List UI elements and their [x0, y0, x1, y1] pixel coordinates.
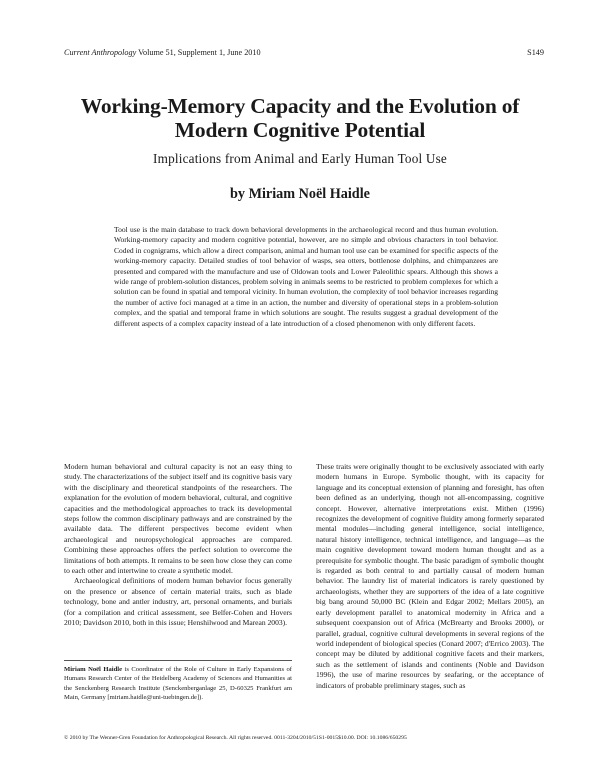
page-number: S149: [527, 48, 544, 57]
author-footnote: [64, 665, 292, 703]
footnote-text: is Coordinator of the Role of Culture in Early Expansions of Humans Research Center of the Heidelberg Academy of Sciences and Humanities at the Senckenberg Research Institute (Senckenberganlage 25, D-60325 Frankfurt am Main, Germany [miriam.haidle@uni-tuebingen.de]).: [64, 666, 292, 702]
article-subtitle: Implications from Animal and Early Human Tool Use: [153, 151, 447, 166]
footnote-author-name: Miriam Noël Haidle: [64, 666, 123, 673]
body-paragraph: Archaeological definitions of modern human behavior focus generally on the presence or absence of certain material traits, such as blade technology, bone and antler industry, art, personal ornaments, and burials (for a compilation and critical assessment, see Belfer-Cohen and Hovers 2010; Davidson 2010, both in this issue; Henshilwood and Marean 2003).: [64, 576, 292, 628]
copyright-line: © 2010 by The Wenner-Gren Foundation for Anthropological Research. All rights reserved. 0011-3204/2010/51S1-0015$10.00. DOI: 10.1086/650295: [64, 735, 407, 741]
abstract: Tool use is the main database to track down behavioral developments in the archaeological record and thus human evolution. Working-memory capacity and modern cognitive potential, however, are no simple and obvious characters in tool behavior. Coded in cognigrams, which allow a direct comparison, animal and human tool use can be examined for specific aspects of the working-memory capacity. Detailed studies of tool behavior of wasps, sea otters, bottlenose dolphins, and chimpanzees are presented and compared with the manufacture and use of Oldowan tools and Lower Paleolithic spears. Although this shows a wide range of problem-solution distances, problem solving in animals seems to be restricted to problem complexes for which a solution can be found in spatial and temporal vicinity. In human evolution, the complexity of tool behavior increases regarding the number of active foci managed at a time in an action, the number and diversity of operational steps in a problem-solution complex, and the spatial and temporal frame in which solutions are sought. The results suggest a gradual development of the different aspects of a complex capacity instead of a late introduction of a closed phenomenon with only different facets.: [114, 225, 498, 328]
article-title: Working-Memory Capacity and the Evolution of Modern Cognitive Potential: [80, 94, 520, 142]
body-paragraph: Modern human behavioral and cultural capacity is not an easy thing to study. The characterizations of the subject itself and its cognitive basis vary with the disciplinary and theoretical standpoints of the researchers. The explanation for the evolution of modern behavioral, cultural, and cognitive capacities and the methodological approaches to track its developmental steps follow the common disciplinary pathways and are constrained by the available data. The different perspectives become evident when archaeological and neuropsychological approaches are compared. Combining these approaches offers the perfect solution to overcome the limitations of both attempts. It remains to be seen how close they can come to each other and intertwine to create a synthetic model.: [64, 462, 292, 576]
running-head-citation: [64, 48, 261, 57]
footnote-divider: [64, 660, 292, 661]
issue-info: Volume 51, Supplement 1, June 2010: [138, 48, 261, 57]
body-paragraph: These traits were originally thought to be exclusively associated with early modern humans in Europe. Symbolic thought, with its capacity for language and its conceptual extension of planning and foresight, has often been defined as an underlying, though not all-encompassing, cognitive concept. However, alternative interpretations exist. Mithen (1996) recognizes the development of cognitive fluidity among formerly separated mental modules—including general intelligence, social intelligence, natural history intelligence, technical intelligence, and language—as the main cognitive development toward modern human thought and as a prerequisite for symbolic thought. The basic paradigm of symbolic thought is regarded as both central to and partially causal of modern human behavior. The laundry list of material indicators is rarely questioned by archaeologists, whether they are supporters of the idea of a late cognitive big bang around 50,000 BC (Klein and Edgar 2002; Mellars 2005), an early development parallel to anatomical modernity in Africa and a subsequent coexpansion out of Africa (McBrearty and Brooks 2000), or parallel, gradual, cognitive cultural developments in several regions of the world independent of biological species (Conard 2007; d'Errico 2003). The concept may be diluted by additional cognitive facets and their markers, such as the settlement of islands and continents (Noble and Davidson 1996), the use of marine resources by seafaring, or the acceptance of indicators of probable preliminary stages, such as: [316, 462, 544, 690]
body-column-right: [316, 462, 544, 691]
body-column-left: [64, 462, 292, 629]
running-head: [64, 48, 544, 57]
author-byline: by Miriam Noël Haidle: [230, 186, 370, 202]
journal-name: Current Anthropology: [64, 48, 137, 57]
